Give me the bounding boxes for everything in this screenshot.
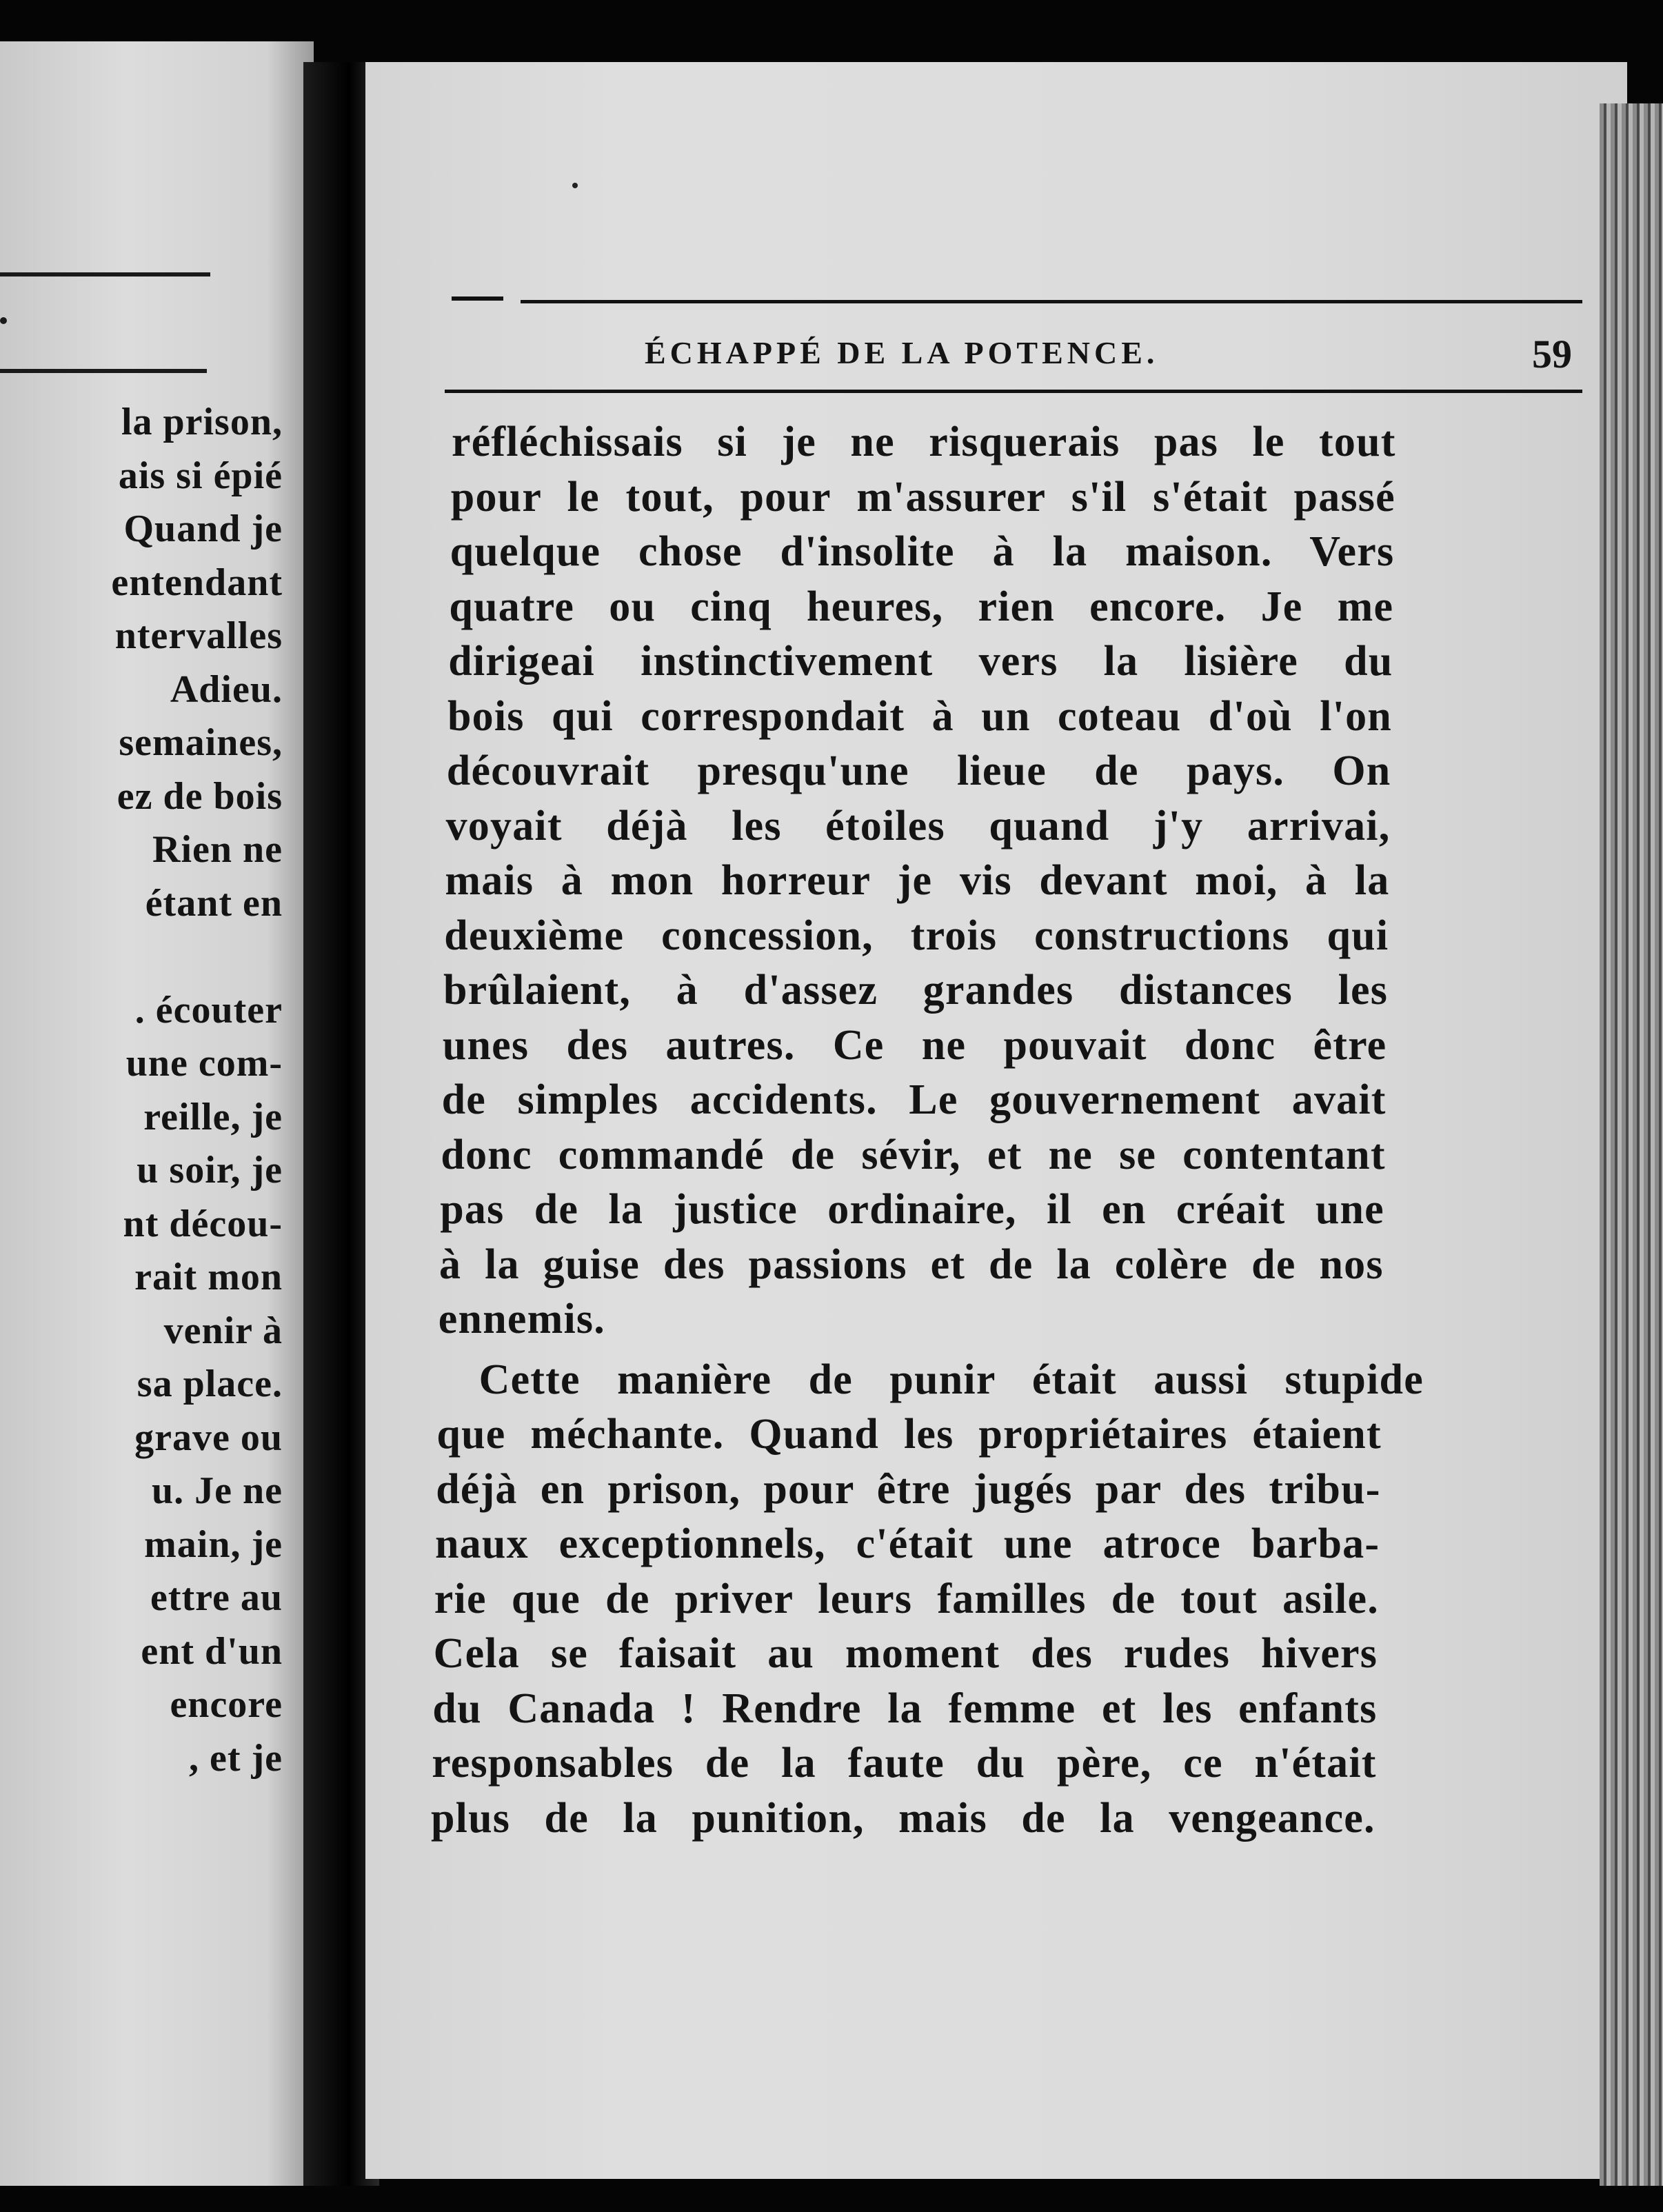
text-line: ennemis. [438,1296,605,1343]
text-line: réfléchissais si je ne risquerais pas le tout [452,419,1396,465]
text-line: Cette manière de punir était aussi stupide [478,1356,1424,1403]
left-text-line: venir à [163,1309,283,1352]
left-text-line: ez de bois [117,774,283,818]
text-line: découvrait presqu'une lieue de pays. On [446,747,1391,794]
text-line: plus de la punition, mais de la vengeance. [431,1794,1375,1842]
text-line: que méchante. Quand les propriétaires étaient [436,1411,1382,1458]
left-text-line: reille, je [143,1095,283,1138]
left-text-line: u soir, je [137,1149,283,1192]
text-line: unes des autres. Ce ne pouvait donc être [442,1021,1387,1069]
header-rule-top-short [452,296,503,301]
text-line: brûlaient, à d'assez grandes distances les [443,967,1389,1014]
text-line: responsables de la faute du père, ce n'était [432,1740,1377,1787]
left-header-rule-top [0,272,210,276]
text-line: quatre ou cinq heures, rien encore. Je me [449,583,1394,630]
text-line: donc commandé de sévir, et ne se contentant [441,1131,1386,1178]
left-text-line: Quand je [123,507,283,550]
left-text-line: main, je [144,1522,283,1566]
right-page [365,62,1627,2179]
text-line: deuxième concession, trois constructions qui [444,912,1389,959]
text-line: à la guise des passions et de la colère de nos [439,1240,1384,1288]
text-line: voyait déjà les étoiles quand j'y arrivai, [445,802,1391,849]
left-text-line: sa place. [137,1363,283,1405]
left-text-line: grave ou [134,1416,283,1459]
text-line: pour le tout, pour m'assurer s'il s'était passé [450,473,1395,521]
left-facing-page [0,41,314,2186]
text-line: de simples accidents. Le gouvernement avait [441,1076,1387,1123]
page-speck [572,183,578,188]
left-text-line: Rien ne [152,828,283,871]
left-header-rule-bottom [0,369,207,373]
text-line: mais à mon horreur je vis devant moi, à la [445,857,1390,904]
left-text-line: u. Je ne [152,1469,283,1512]
left-text-line: ettre au [150,1576,283,1619]
text-line: Cela se faisait au moment des rudes hivers [433,1630,1378,1677]
left-text-line: Adieu. [170,667,283,711]
text-line: bois qui correspondait à un coteau d'où l'on [447,692,1392,740]
text-line: dirigeai instinctivement vers la lisière du [448,638,1393,685]
left-text-line: ntervalles [114,614,283,657]
left-text-line: la prison, [121,401,283,443]
left-text-line: étant en [145,881,283,925]
left-text-line: rait mon [134,1256,283,1298]
running-title: ÉCHAPPÉ DE LA POTENCE. [645,335,1159,370]
left-text-line: nt décou- [123,1202,283,1245]
left-text-line: ent d'un [141,1629,283,1673]
header-rule-bottom [445,390,1582,393]
text-line: du Canada ! Rendre la femme et les enfants [432,1685,1378,1732]
page-number: 59 [1532,332,1572,376]
text-line: rie que de priver leurs familles de tout asile. [434,1575,1379,1622]
text-line: pas de la justice ordinaire, il en créait une [440,1186,1384,1233]
text-line: déjà en prison, pour être jugés par des tribu- [436,1465,1381,1513]
left-text-line: , et je [188,1736,283,1780]
left-text-line: . écouter [134,988,283,1032]
text-line: quelque chose d'insolite à la maison. Vers [450,528,1395,575]
left-text-line: semaines, [119,721,283,764]
left-text-line: une com- [125,1042,283,1085]
text-line: naux exceptionnels, c'était une atroce barba- [435,1520,1380,1567]
left-header-period [0,317,7,324]
page-edges [1600,103,1663,2186]
left-text-line: ais si épié [118,454,283,497]
header-rule-top [521,300,1582,303]
left-text-line: encore [170,1683,283,1726]
left-text-line: entendant [111,561,283,604]
